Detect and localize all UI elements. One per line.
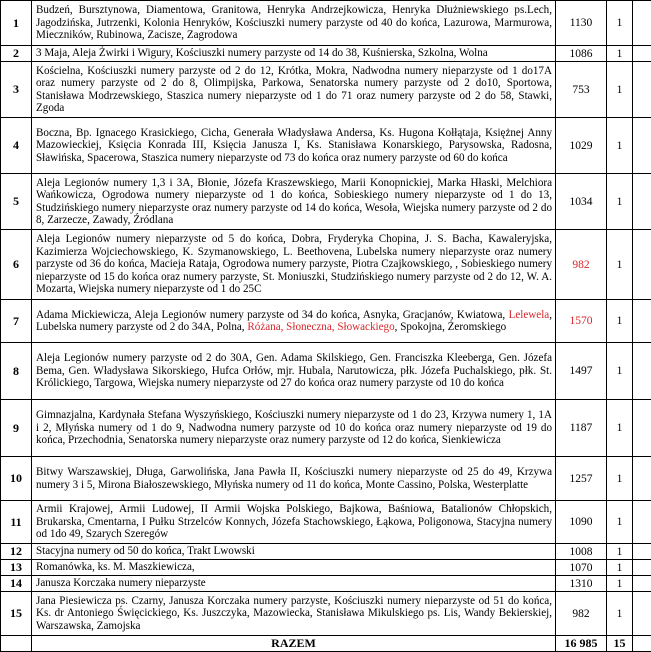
total-voters: 16 985 [556, 636, 607, 652]
district-number: 8 [1, 343, 32, 400]
empty-cell [633, 1, 651, 46]
empty-cell [633, 400, 651, 457]
empty-cell [633, 576, 651, 592]
district-number: 5 [1, 174, 32, 230]
district-streets: Boczna, Bp. Ignacego Krasickiego, Cicha, Generała Władysława Andersa, Ks. Hugona Kołłątaja, Księżnej Anny Mazowieckiej, Księcia Konrada III, Księcia Janusza I, Ks. Stanisława Konarskiego, Parysowska, Radosna, Sławińska, Spacerowa, Staszica numery nieparzyste od 73 do końca oraz numery parzyste od 60 do końca [32, 118, 556, 174]
empty-cell [633, 560, 651, 576]
empty-cell [633, 457, 651, 501]
district-voters: 1310 [556, 576, 607, 592]
district-number: 7 [1, 300, 32, 343]
district-streets: Aleja Legionów numery nieparzyste od 5 do końca, Dobra, Fryderyka Chopina, J. S. Bacha, Kawaleryjska, Kazimierza Wojciechowskiego, K. Szymanowskiego, L. Beethovena, Lubelska numery nieparzyste oraz numery parzyste od 36 do końca, Macieja Rataja, Ogrodowa numery parzyste, Piotra Czajkowskiego, , Sobieskiego numery nieparzyste od 15 do końca oraz numery parzyste, St. Moniuszki, Studzińskiego numery parzyste od 2 do 12, W. A. Mozarta, Wiejska numery nieparzyste od 1 do 25C [32, 230, 556, 300]
empty-cell [633, 230, 651, 300]
district-voters: 1497 [556, 343, 607, 400]
district-streets: Kościelna, Kościuszki numery parzyste od 2 do 12, Krótka, Mokra, Nadwodna numery nieparzyste od 1 do17A oraz numery parzyste od 2 do 8, Olimpijska, Parkowa, Senatorska numery parzyste od 2 do10, Sportowa, Stanisława Modrzewskiego, Staszica numery nieparzyste od 1 do 71 oraz numery parzyste od 2 do 58, Stawki, Zgoda [32, 62, 556, 118]
district-seats: 1 [607, 46, 633, 62]
total-label: RAZEM [32, 636, 556, 652]
streets-highlight: Różana, Słoneczna, Słowackiego [247, 321, 394, 333]
district-number: 2 [1, 46, 32, 62]
district-number: 11 [1, 501, 32, 544]
district-number: 14 [1, 576, 32, 592]
table-row [1, 300, 651, 343]
district-voters: 1034 [556, 174, 607, 230]
table-row [1, 230, 651, 300]
table-row [1, 174, 651, 230]
district-number: 6 [1, 230, 32, 300]
table-row [1, 592, 651, 636]
district-number: 3 [1, 62, 32, 118]
table-row [1, 576, 651, 592]
district-streets: 3 Maja, Aleja Żwirki i Wigury, Kościuszki numery parzyste od 14 do 38, Kuśnierska, Szkolna, Wolna [32, 46, 556, 62]
district-voters: 1029 [556, 118, 607, 174]
district-voters: 753 [556, 62, 607, 118]
total-row [1, 636, 651, 652]
streets-part: , Spokojna, Żeromskiego [395, 321, 507, 333]
district-voters: 1187 [556, 400, 607, 457]
district-voters: 1090 [556, 501, 607, 544]
district-streets: Janusza Korczaka numery nieparzyste [32, 576, 556, 592]
district-number: 1 [1, 1, 32, 46]
streets-highlight: Lelewela [509, 309, 550, 321]
district-seats: 1 [607, 230, 633, 300]
district-streets [32, 300, 556, 343]
district-seats: 1 [607, 560, 633, 576]
empty-cell [633, 343, 651, 400]
table-row [1, 560, 651, 576]
empty-cell [633, 636, 651, 652]
district-number: 12 [1, 544, 32, 560]
empty-cell [633, 118, 651, 174]
empty-cell [633, 174, 651, 230]
empty-cell [633, 62, 651, 118]
district-voters: 1070 [556, 560, 607, 576]
district-seats: 1 [607, 343, 633, 400]
table-row [1, 400, 651, 457]
district-streets: Stacyjna numery od 50 do końca, Trakt Lwowski [32, 544, 556, 560]
district-streets: Bitwy Warszawskiej, Długa, Garwolińska, Jana Pawła II, Kościuszki numery nieparzyste od 25 do 49, Krzywa numery 3 i 5, Mirona Białoszewskiego, Młyńska numery od 11 do końca, Monte Cassino, Polska, Westerplatte [32, 457, 556, 501]
district-seats: 1 [607, 174, 633, 230]
district-seats: 1 [607, 457, 633, 501]
district-streets: Jana Piesiewicza ps. Czarny, Janusza Korczaka numery parzyste, Kościuszki numery nieparzyste od 51 do końca, Ks. dr Antoniego Święcickiego, Ks. Juszczyka, Mazowiecka, Stanisława Mikulskiego ps. Lis, Wandy Bekierskiej, Warszawska, Zamojska [32, 592, 556, 636]
district-number: 10 [1, 457, 32, 501]
table-row [1, 544, 651, 560]
streets-part: Adama Mickiewicza, Aleja Legionów numery parzyste od 34 do końca, Asnyka, Gracjanów, Kwiatowa, [36, 309, 505, 321]
district-seats: 1 [607, 118, 633, 174]
district-streets: Gimnazjalna, Kardynała Stefana Wyszyńskiego, Kościuszki numery nieparzyste od 1 do 23, Krzywa numery 1, 1A i 2, Młyńska numery od 1 do 9, Nadwodna numery parzyste od 10 do końca oraz numery nieparzyste od 19 do końca, Przechodnia, Senatorska numery nieparzyste oraz numery parzyste od 12 do końca, Sienkiewicza [32, 400, 556, 457]
district-streets: Aleja Legionów numery parzyste od 2 do 30A, Gen. Adama Skilskiego, Gen. Franciszka Kleeberga, Gen. Józefa Bema, Gen. Władysława Sikorskiego, Hufca Orłów, mjr. Hubala, Narutowicza, płk. Józefa Puchalskiego, płk. St. Królickiego, Targowa, Wiejska numery nieparzyste od 27 do końca oraz numery parzyste od 10 do końca [32, 343, 556, 400]
empty-cell [1, 636, 32, 652]
district-seats: 1 [607, 62, 633, 118]
empty-cell [633, 544, 651, 560]
district-number: 13 [1, 560, 32, 576]
district-voters: 982 [556, 592, 607, 636]
table-row [1, 118, 651, 174]
district-voters: 1570 [556, 300, 607, 343]
empty-cell [633, 300, 651, 343]
district-number: 9 [1, 400, 32, 457]
district-number: 4 [1, 118, 32, 174]
district-voters: 1008 [556, 544, 607, 560]
district-voters: 1257 [556, 457, 607, 501]
table-row [1, 46, 651, 62]
district-seats: 1 [607, 400, 633, 457]
district-streets: Budzeń, Bursztynowa, Diamentowa, Granitowa, Henryka Andrzejkowicza, Henryka Dłużniewskiego ps.Lech, Jagodzińska, Jutrzenki, Kolonia Henryków, Kościuszki numery parzyste od 40 do końca, Lazurowa, Marmurowa, Mieczników, Rubinowa, Zacisze, Zagrodowa [32, 1, 556, 46]
district-seats: 1 [607, 576, 633, 592]
district-seats: 1 [607, 592, 633, 636]
total-seats: 15 [607, 636, 633, 652]
district-streets: Armii Krajowej, Armii Ludowej, II Armii Wojska Polskiego, Bajkowa, Baśniowa, Batalionów Chłopskich, Brukarska, Cmentarna, I Pułku Strzelców Konnych, Józefa Stachowskiego, Łąkowa, Poligonowa, Stacyjna numery od 1do 49, Szarych Szeregów [32, 501, 556, 544]
district-streets: Romanówka, ks. M. Maszkiewicza, [32, 560, 556, 576]
district-voters: 1086 [556, 46, 607, 62]
streets-part: , Lubelska numery parzyste od 2 do 34A, Polna, [36, 309, 552, 333]
district-seats: 1 [607, 544, 633, 560]
empty-cell [633, 46, 651, 62]
district-seats: 1 [607, 300, 633, 343]
table-row [1, 62, 651, 118]
district-voters: 1130 [556, 1, 607, 46]
table-row [1, 1, 651, 46]
table-row [1, 343, 651, 400]
table-row [1, 457, 651, 501]
district-seats: 1 [607, 501, 633, 544]
district-seats: 1 [607, 1, 633, 46]
district-number: 15 [1, 592, 32, 636]
empty-cell [633, 592, 651, 636]
empty-cell [633, 501, 651, 544]
district-streets: Aleja Legionów numery 1,3 i 3A, Błonie, Józefa Kraszewskiego, Marii Konopnickiej, Marka Hłaski, Melchiora Wańkowicza, Ogrodowa numery nieparzyste od 1 do końca, Sobieskiego numery nieparzyste od 1 do 13, Studzińskiego numery nieparzyste oraz numery parzyste od 14 do końca, Wesoła, Wiejska numery parzyste od 2 do 8, Zarzecze, Zawady, Źródlana [32, 174, 556, 230]
district-voters: 982 [556, 230, 607, 300]
table-row [1, 501, 651, 544]
